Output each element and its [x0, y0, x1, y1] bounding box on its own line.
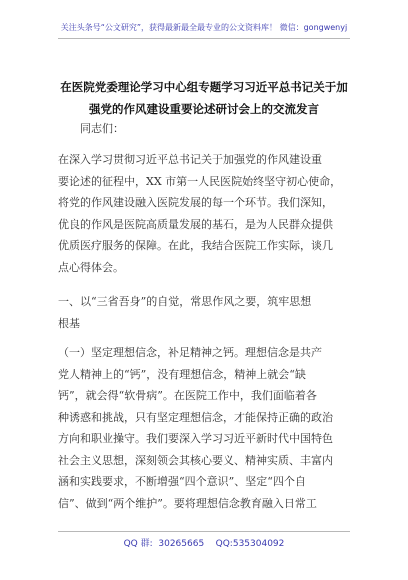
title-line: 强党的作风建设重要论述研讨会上的交流发言	[89, 102, 319, 116]
paragraph-intro	[58, 149, 358, 278]
header-divider	[58, 38, 350, 39]
page-footer	[0, 536, 408, 549]
paragraph-line: 钙”，就会得“软骨病”。在医院工作中，我们面临着各	[58, 389, 317, 402]
footer-qq-group: QQ 群: 30265665	[123, 539, 205, 549]
greeting: 同志们：	[80, 122, 124, 135]
footer-divider	[58, 531, 350, 532]
paragraph-line: 根基	[58, 316, 80, 330]
paragraph-line: 社会主义思想，深刻领会其核心要义、精神实质、丰富内	[58, 453, 333, 467]
paragraph-line: 党人精神上的“钙”，没有理想信念，精神上就会“缺	[58, 367, 306, 381]
title-line: 在医院党委理论学习中心组专题学习习近平总书记关于加	[60, 80, 348, 94]
paragraph-line: 要论述的征程中，XX 市第一人民医院始终坚守初心使命，	[58, 174, 342, 188]
paragraph-ideals	[58, 342, 358, 514]
page-header: 关注头条号“公文研究”，获得最新最全最专业的公文资料库！ 微信：gongwenyj	[60, 23, 348, 32]
document-title	[58, 76, 350, 120]
section-heading	[58, 291, 358, 334]
paragraph-line: 种诱惑和挑战，只有坚定理想信念，才能保持正确的政治	[58, 410, 333, 424]
paragraph-line: 涵和实践要求，不断增强“四个意识”、坚定“四个自	[58, 475, 306, 488]
paragraph-line: （一）坚定理想信念，补足精神之钙。理想信念是共产	[58, 346, 322, 359]
paragraph-line: 信”、做到“两个维护”。要将理想信念教育融入日常工	[58, 496, 317, 510]
paragraph-line: 优质医疗服务的保障。在此，我结合医院工作实际，谈几	[58, 239, 333, 252]
paragraph-line: 点心得体会。	[58, 260, 124, 274]
paragraph-line: 将党的作风建设融入医院发展的每一个环节。我们深知，	[58, 196, 333, 209]
footer-qq: QQ:535304092	[215, 539, 285, 549]
paragraph-line: 优良的作风是医院高质量发展的基石，是为人民群众提供	[58, 217, 333, 231]
paragraph-line: 方向和职业操守。我们要深入学习习近平新时代中国特色	[58, 432, 333, 445]
paragraph-line: 在深入学习贯彻习近平总书记关于加强党的作风建设重	[58, 153, 322, 166]
paragraph-line: 一、以“三省吾身”的自觉，常思作风之要，筑牢思想	[58, 295, 312, 308]
